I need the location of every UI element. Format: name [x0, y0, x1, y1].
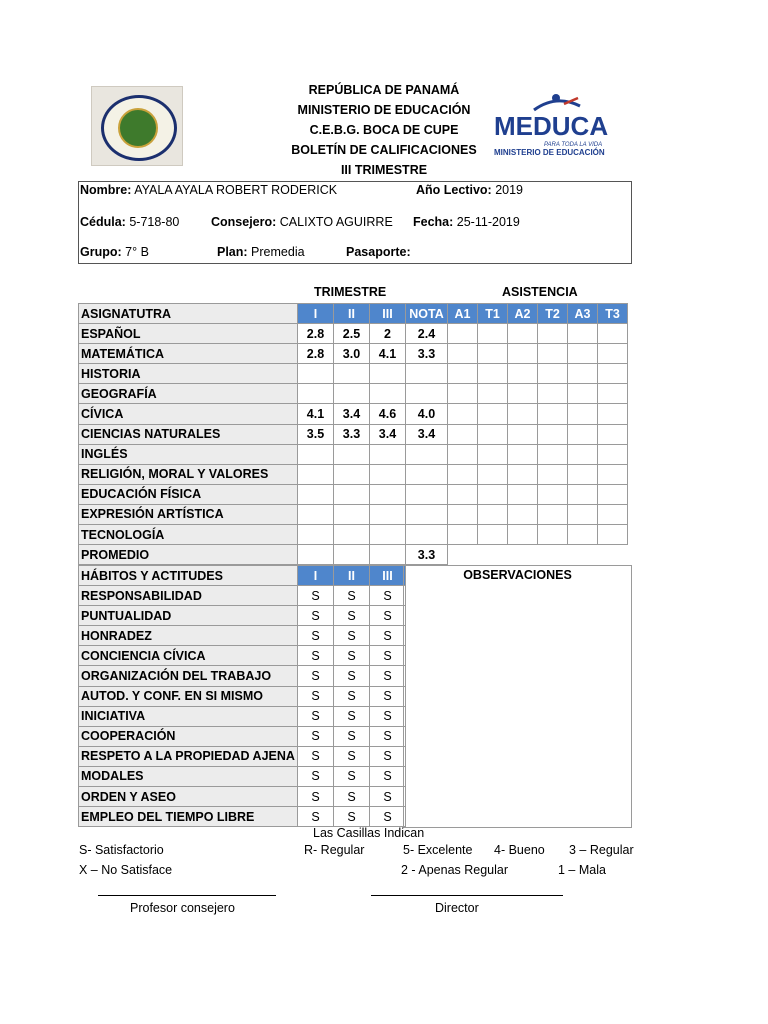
attendance-cell	[508, 464, 538, 484]
grade-ii-cell: 3.4	[334, 404, 370, 424]
nota-cell	[406, 464, 448, 484]
subject-cell: INGLÉS	[79, 444, 298, 464]
habit-ii-cell: S	[334, 606, 370, 626]
header-line-4: BOLETÍN DE CALIFICACIONES	[291, 143, 477, 157]
table-row	[79, 726, 406, 746]
attendance-cell	[448, 324, 478, 344]
subject-cell: RELIGIÓN, MORAL Y VALORES	[79, 464, 298, 484]
habit-ii-cell: S	[334, 626, 370, 646]
pasaporte-field: Pasaporte:	[346, 245, 411, 259]
svg-text:PARA TODA LA VIDA: PARA TODA LA VIDA	[544, 142, 603, 148]
cedula-field: Cédula: 5-718-80	[80, 215, 180, 229]
attendance-cell	[538, 504, 568, 524]
grade-ii-cell	[334, 525, 370, 545]
attendance-cell	[598, 525, 628, 545]
header-line-3: C.E.B.G. BOCA DE CUPE	[309, 123, 459, 137]
attendance-cell	[568, 364, 598, 384]
table-row	[79, 606, 406, 626]
attendance-cell	[448, 444, 478, 464]
table-row	[79, 525, 628, 545]
attendance-cell	[598, 324, 628, 344]
habit-iii-cell: S	[370, 646, 406, 666]
habit-iii-cell: S	[370, 746, 406, 766]
habit-cell: MODALES	[79, 766, 298, 786]
table-row	[79, 807, 406, 827]
habit-i-cell: S	[298, 807, 334, 827]
grade-i-cell: 2.8	[298, 324, 334, 344]
grade-ii-cell	[334, 364, 370, 384]
consejero-field: Consejero: CALIXTO AGUIRRE	[211, 215, 393, 229]
grade-iii-cell	[370, 364, 406, 384]
attendance-cell	[508, 364, 538, 384]
subject-cell: CIENCIAS NATURALES	[79, 424, 298, 444]
attendance-cell	[538, 324, 568, 344]
attendance-cell	[598, 464, 628, 484]
grupo-field: Grupo: 7° B	[80, 245, 149, 259]
grade-i-cell	[298, 444, 334, 464]
attendance-cell	[478, 384, 508, 404]
nota-cell	[406, 504, 448, 524]
column-header-ii: II	[334, 566, 370, 586]
legend-2: 2 - Apenas Regular	[401, 863, 509, 877]
grade-iii-cell	[370, 504, 406, 524]
grade-iii-cell	[370, 464, 406, 484]
grade-iii-cell	[370, 525, 406, 545]
legend-4: 4- Bueno	[494, 843, 545, 857]
attendance-cell	[568, 424, 598, 444]
table-row	[79, 424, 628, 444]
habit-ii-cell: S	[334, 787, 370, 807]
grade-i-cell: 2.8	[298, 344, 334, 364]
attendance-cell	[448, 525, 478, 545]
habit-cell: COOPERACIÓN	[79, 726, 298, 746]
legend-5: 5- Excelente	[403, 843, 473, 857]
habit-cell: RESPETO A LA PROPIEDAD AJENA	[79, 746, 298, 766]
asistencia-heading: ASISTENCIA	[502, 285, 578, 299]
header-line-2: MINISTERIO DE EDUCACIÓN	[297, 103, 471, 117]
nota-cell: 2.4	[406, 324, 448, 344]
habit-ii-cell: S	[334, 726, 370, 746]
attendance-cell	[448, 364, 478, 384]
table-row	[79, 787, 406, 807]
habit-cell: HONRADEZ	[79, 626, 298, 646]
grade-ii-cell	[334, 504, 370, 524]
attendance-cell	[508, 424, 538, 444]
column-header-ii: II	[334, 304, 370, 324]
attendance-cell	[478, 525, 508, 545]
attendance-cell	[478, 484, 508, 504]
grade-ii-cell	[334, 384, 370, 404]
attendance-cell	[478, 444, 508, 464]
habit-i-cell: S	[298, 646, 334, 666]
column-header-t3: T3	[598, 304, 628, 324]
table-row	[79, 504, 628, 524]
table-row	[79, 686, 406, 706]
grade-iii-cell: 2	[370, 324, 406, 344]
subject-cell: TECNOLOGÍA	[79, 525, 298, 545]
table-row	[79, 344, 628, 364]
subject-cell: HISTORIA	[79, 364, 298, 384]
attendance-cell	[448, 384, 478, 404]
table-row	[79, 646, 406, 666]
grade-ii-cell	[334, 484, 370, 504]
legend-1: 1 – Mala	[558, 863, 606, 877]
habit-ii-cell: S	[334, 807, 370, 827]
habit-cell: PUNTUALIDAD	[79, 606, 298, 626]
nombre-field: Nombre: AYALA AYALA ROBERT RODERICK	[80, 183, 338, 197]
attendance-cell	[478, 344, 508, 364]
grade-i-cell	[298, 504, 334, 524]
promedio-empty-cell	[298, 545, 334, 565]
grades-header-row	[79, 304, 628, 324]
attendance-cell	[478, 424, 508, 444]
attendance-cell	[508, 324, 538, 344]
column-header-t2: T2	[538, 304, 568, 324]
table-row	[79, 746, 406, 766]
observaciones-title: OBSERVACIONES	[463, 568, 572, 582]
attendance-cell	[598, 504, 628, 524]
habit-ii-cell: S	[334, 746, 370, 766]
table-row	[79, 444, 628, 464]
header-line-5: III TRIMESTRE	[340, 163, 428, 177]
attendance-cell	[508, 344, 538, 364]
habit-cell: ORDEN Y ASEO	[79, 787, 298, 807]
habit-iii-cell: S	[370, 586, 406, 606]
attendance-cell	[478, 324, 508, 344]
attendance-cell	[568, 484, 598, 504]
habit-ii-cell: S	[334, 706, 370, 726]
attendance-cell	[598, 364, 628, 384]
table-row	[79, 766, 406, 786]
habit-iii-cell: S	[370, 626, 406, 646]
column-header-a3: A3	[568, 304, 598, 324]
column-header-iii: III	[370, 304, 406, 324]
attendance-cell	[538, 384, 568, 404]
plan-field: Plan: Premedia	[217, 245, 305, 259]
grade-iii-cell	[370, 444, 406, 464]
grade-i-cell: 4.1	[298, 404, 334, 424]
grade-ii-cell	[334, 444, 370, 464]
attendance-cell	[478, 404, 508, 424]
table-row	[79, 404, 628, 424]
habit-ii-cell: S	[334, 646, 370, 666]
attendance-cell	[508, 384, 538, 404]
promedio-empty-cell	[334, 545, 370, 565]
attendance-cell	[598, 384, 628, 404]
attendance-cell	[568, 344, 598, 364]
nota-cell: 3.3	[406, 344, 448, 364]
habit-ii-cell: S	[334, 666, 370, 686]
grade-iii-cell	[370, 384, 406, 404]
attendance-cell	[508, 525, 538, 545]
table-row	[79, 484, 628, 504]
attendance-cell	[508, 484, 538, 504]
attendance-cell	[448, 504, 478, 524]
nota-cell: 3.4	[406, 424, 448, 444]
promedio-nota-cell: 3.3	[406, 545, 448, 565]
habit-ii-cell: S	[334, 766, 370, 786]
habit-i-cell: S	[298, 766, 334, 786]
habit-ii-cell: S	[334, 586, 370, 606]
attendance-cell	[538, 525, 568, 545]
habit-iii-cell: S	[370, 666, 406, 686]
legend-title: Las Casillas Indican	[313, 826, 425, 840]
habit-i-cell: S	[298, 666, 334, 686]
attendance-cell	[568, 504, 598, 524]
attendance-cell	[478, 464, 508, 484]
attendance-cell	[568, 464, 598, 484]
attendance-cell	[538, 404, 568, 424]
column-header-t1: T1	[478, 304, 508, 324]
column-header-i: I	[298, 566, 334, 586]
grade-i-cell	[298, 525, 334, 545]
habit-i-cell: S	[298, 586, 334, 606]
habits-table	[78, 565, 406, 827]
grade-ii-cell: 2.5	[334, 324, 370, 344]
attendance-cell	[508, 404, 538, 424]
grade-ii-cell: 3.0	[334, 344, 370, 364]
table-row	[79, 384, 628, 404]
fecha-field: Fecha: 25-11-2019	[413, 215, 520, 229]
svg-text:MEDUCA: MEDUCA	[494, 111, 609, 141]
nota-cell	[406, 384, 448, 404]
subject-cell: MATEMÁTICA	[79, 344, 298, 364]
table-row	[79, 666, 406, 686]
habit-iii-cell: S	[370, 766, 406, 786]
nota-cell	[406, 525, 448, 545]
signature-line-right	[371, 895, 563, 896]
legend-r: R- Regular	[304, 843, 365, 857]
grade-i-cell: 3.5	[298, 424, 334, 444]
attendance-cell	[478, 364, 508, 384]
grade-i-cell	[298, 464, 334, 484]
subject-cell: ESPAÑOL	[79, 324, 298, 344]
habit-iii-cell: S	[370, 686, 406, 706]
legend-s: S- Satisfactorio	[79, 843, 164, 857]
subject-cell: GEOGRAFÍA	[79, 384, 298, 404]
table-row	[79, 324, 628, 344]
table-row	[79, 464, 628, 484]
observaciones-box	[403, 565, 632, 828]
attendance-cell	[448, 424, 478, 444]
svg-text:MINISTERIO DE EDUCACIÓN: MINISTERIO DE EDUCACIÓN	[494, 148, 605, 157]
habit-cell: ORGANIZACIÓN DEL TRABAJO	[79, 666, 298, 686]
attendance-cell	[568, 444, 598, 464]
habit-i-cell: S	[298, 626, 334, 646]
signature-line-left	[98, 895, 276, 896]
grade-ii-cell	[334, 464, 370, 484]
column-header-habitos: HÁBITOS Y ACTITUDES	[79, 566, 298, 586]
attendance-cell	[448, 484, 478, 504]
nota-cell	[406, 444, 448, 464]
habit-ii-cell: S	[334, 686, 370, 706]
habit-cell: INICIATIVA	[79, 706, 298, 726]
nota-cell	[406, 364, 448, 384]
grade-i-cell	[298, 384, 334, 404]
grades-table	[78, 303, 628, 565]
table-row	[79, 706, 406, 726]
attendance-cell	[448, 404, 478, 424]
header-line-1: REPÚBLICA DE PANAMÁ	[308, 83, 460, 97]
promedio-label: PROMEDIO	[79, 545, 298, 565]
habit-i-cell: S	[298, 706, 334, 726]
grade-iii-cell: 3.4	[370, 424, 406, 444]
habit-iii-cell: S	[370, 726, 406, 746]
attendance-cell	[538, 424, 568, 444]
habit-cell: CONCIENCIA CÍVICA	[79, 646, 298, 666]
meduca-logo	[494, 92, 630, 160]
column-header-i: I	[298, 304, 334, 324]
attendance-cell	[538, 464, 568, 484]
grade-iii-cell: 4.6	[370, 404, 406, 424]
habit-iii-cell: S	[370, 706, 406, 726]
attendance-cell	[508, 504, 538, 524]
habits-header-row	[79, 566, 406, 586]
column-header-a1: A1	[448, 304, 478, 324]
legend-x: X – No Satisface	[79, 863, 173, 877]
signature-label-profesor: Profesor consejero	[130, 901, 235, 915]
attendance-cell	[598, 444, 628, 464]
attendance-cell	[598, 484, 628, 504]
attendance-cell	[568, 525, 598, 545]
subject-cell: CÍVICA	[79, 404, 298, 424]
promedio-row	[79, 545, 628, 565]
habit-iii-cell: S	[370, 787, 406, 807]
table-row	[79, 364, 628, 384]
habit-i-cell: S	[298, 606, 334, 626]
habit-cell: AUTOD. Y CONF. EN SI MISMO	[79, 686, 298, 706]
grade-ii-cell: 3.3	[334, 424, 370, 444]
attendance-cell	[598, 404, 628, 424]
attendance-cell	[478, 504, 508, 524]
subject-cell: EDUCACIÓN FÍSICA	[79, 484, 298, 504]
grade-iii-cell	[370, 484, 406, 504]
trimestre-heading: TRIMESTRE	[314, 285, 387, 299]
attendance-cell	[538, 444, 568, 464]
habit-i-cell: S	[298, 686, 334, 706]
attendance-cell	[568, 324, 598, 344]
grade-iii-cell: 4.1	[370, 344, 406, 364]
attendance-cell	[538, 484, 568, 504]
attendance-cell	[568, 384, 598, 404]
attendance-cell	[448, 344, 478, 364]
attendance-cell	[598, 424, 628, 444]
attendance-cell	[538, 364, 568, 384]
attendance-cell	[598, 344, 628, 364]
signature-label-director: Director	[435, 901, 479, 915]
legend-3: 3 – Regular	[569, 843, 634, 857]
column-header-asignatura: ASIGNATUTRA	[79, 304, 298, 324]
attendance-cell	[508, 444, 538, 464]
habit-cell: RESPONSABILIDAD	[79, 586, 298, 606]
attendance-cell	[448, 464, 478, 484]
grade-i-cell	[298, 364, 334, 384]
table-row	[79, 626, 406, 646]
habit-i-cell: S	[298, 726, 334, 746]
habit-i-cell: S	[298, 746, 334, 766]
attendance-cell	[568, 404, 598, 424]
promedio-empty-cell	[370, 545, 406, 565]
habit-i-cell: S	[298, 787, 334, 807]
attendance-cell	[538, 344, 568, 364]
column-header-iii: III	[370, 566, 406, 586]
anio-field: Año Lectivo: 2019	[416, 183, 523, 197]
school-seal-logo	[91, 86, 183, 166]
grade-i-cell	[298, 484, 334, 504]
habit-cell: EMPLEO DEL TIEMPO LIBRE	[79, 807, 298, 827]
habit-iii-cell: S	[370, 606, 406, 626]
habit-iii-cell: S	[370, 807, 406, 827]
nota-cell	[406, 484, 448, 504]
column-header-a2: A2	[508, 304, 538, 324]
table-row	[79, 586, 406, 606]
column-header-nota: NOTA	[406, 304, 448, 324]
nota-cell: 4.0	[406, 404, 448, 424]
subject-cell: EXPRESIÓN ARTÍSTICA	[79, 504, 298, 524]
